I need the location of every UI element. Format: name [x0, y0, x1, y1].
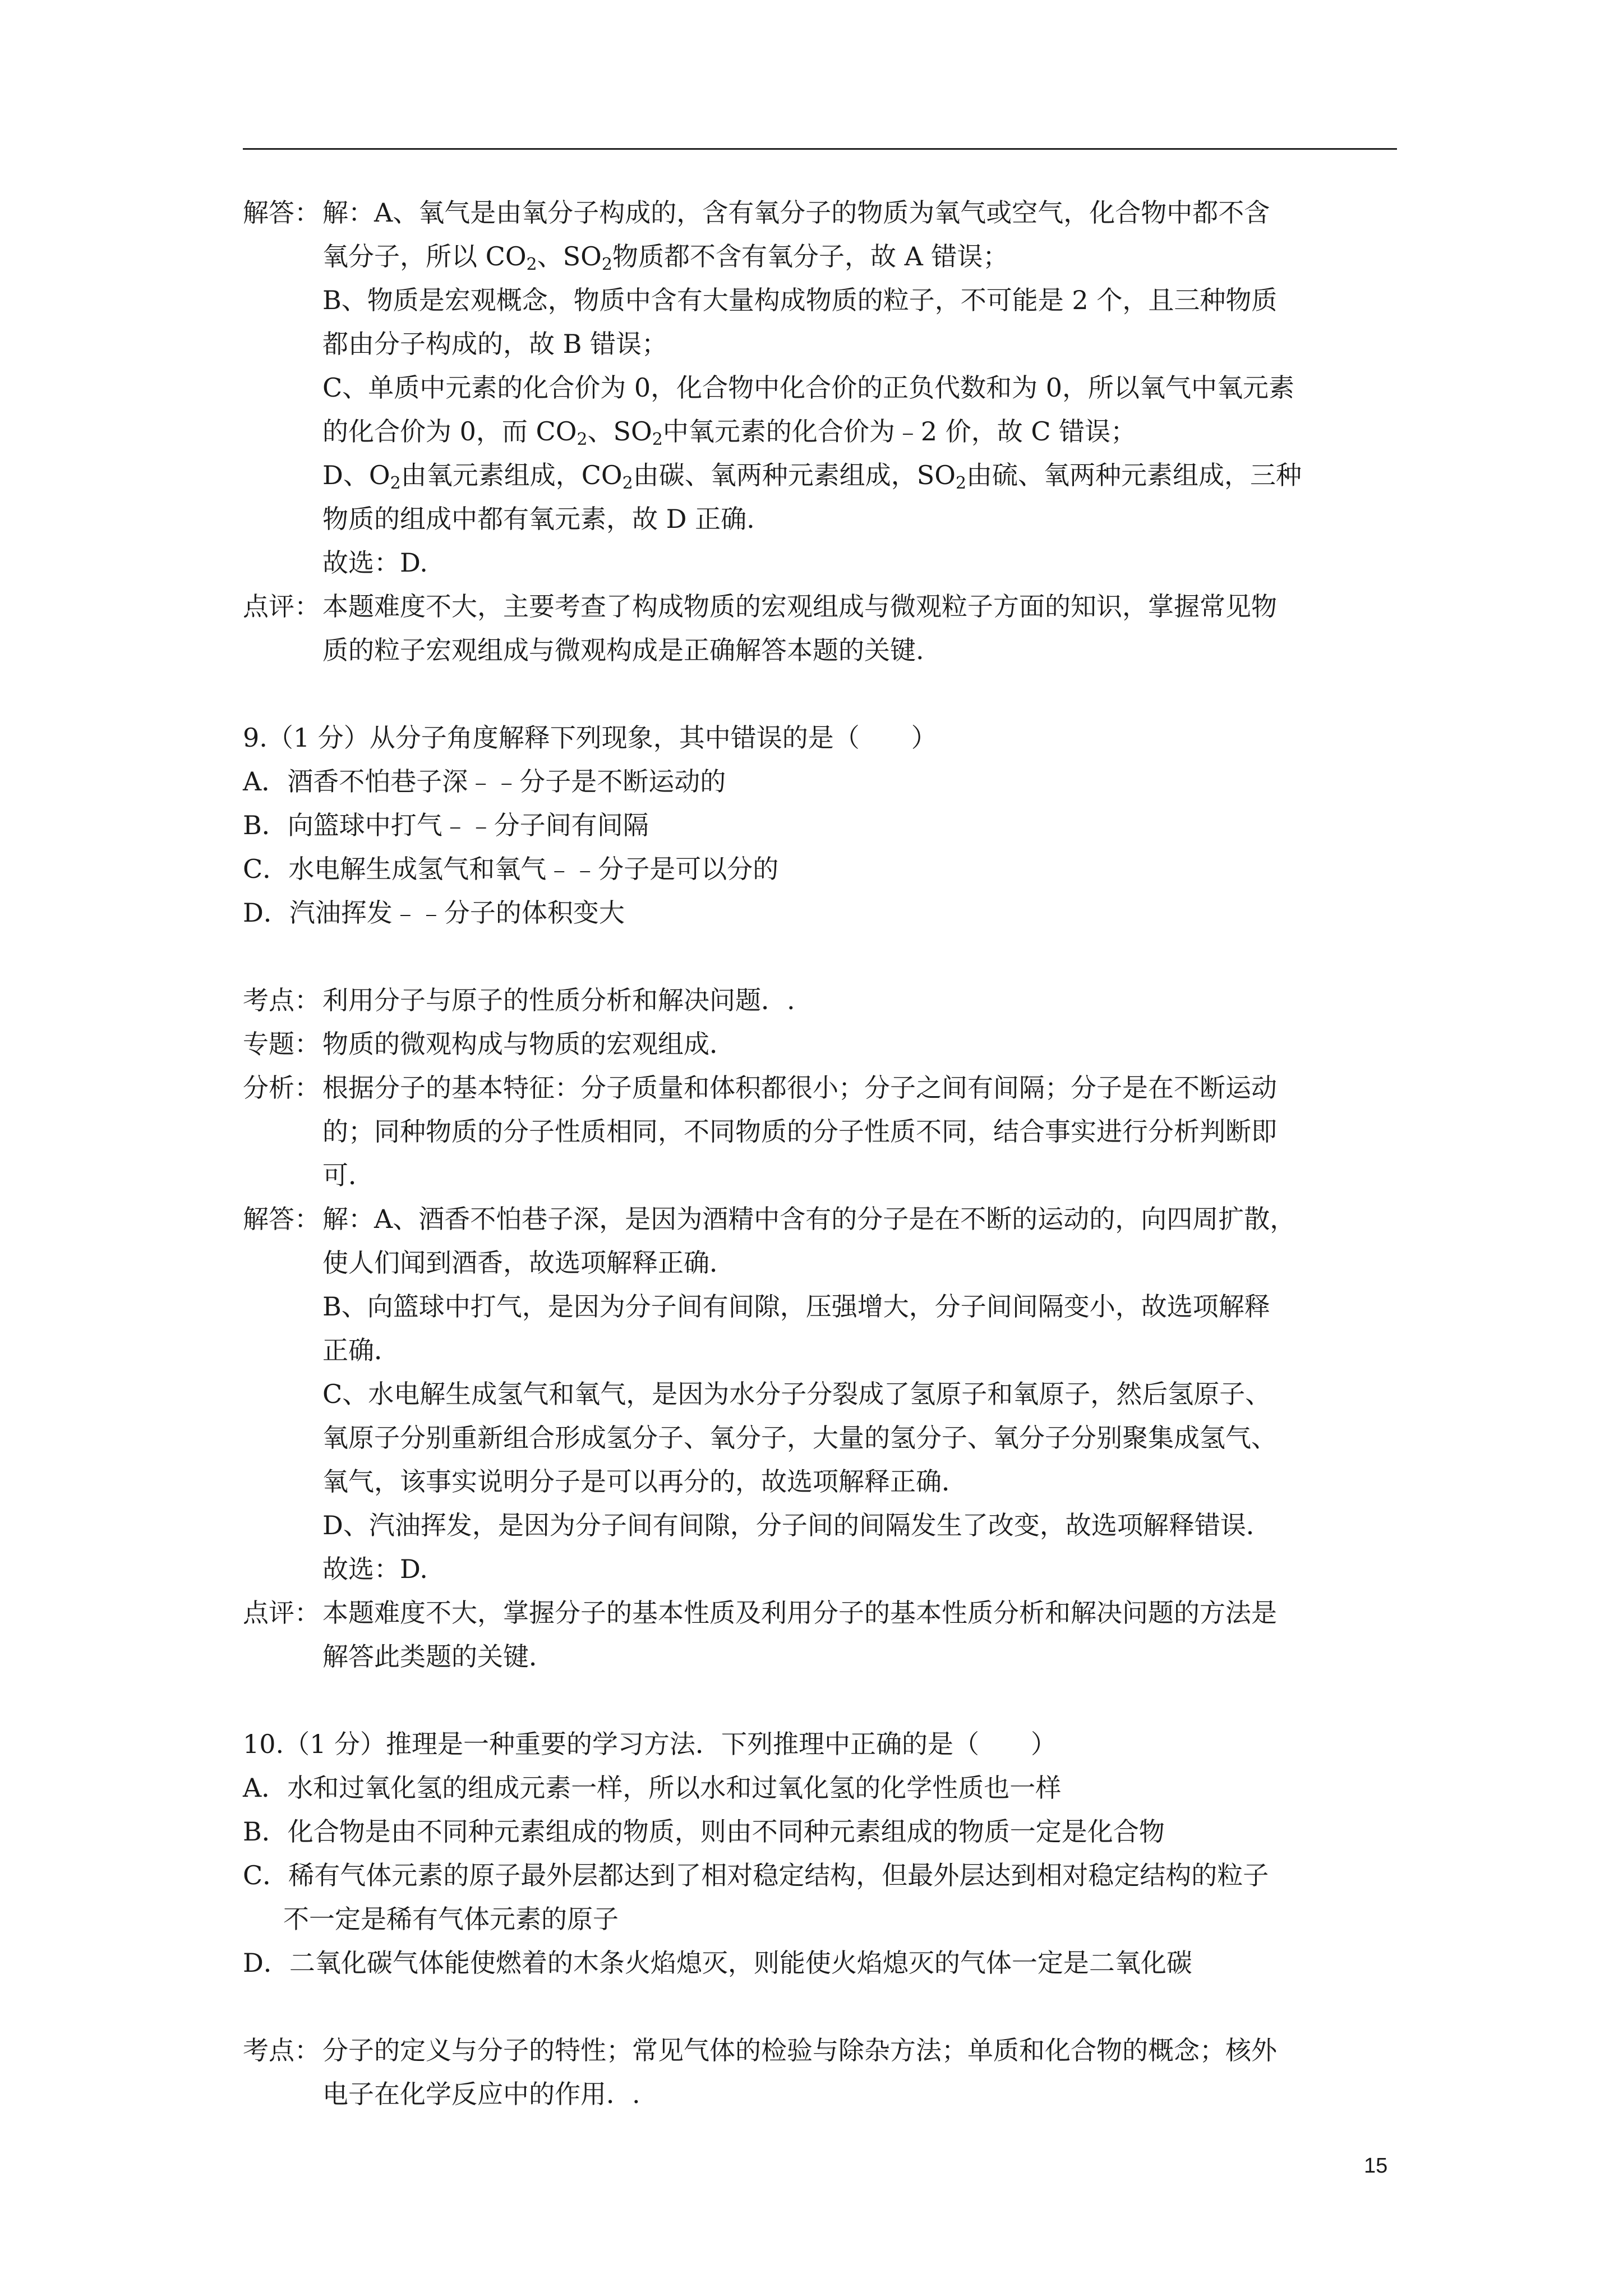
q9-comment-line-2: 解答此类题的关键．: [322, 1641, 555, 1672]
q9-answer-line-4: 正确．: [322, 1335, 400, 1365]
q8-answer-line-1: 解答：解：A、氧气是由氧分子构成的，含有氧分子的物质为氧气或空气，化合物中都不含: [243, 191, 1404, 234]
header-rule: [243, 148, 1397, 150]
q10-option-b: B．化合物是由不同种元素组成的物质，则由不同种元素组成的物质一定是化合物: [243, 1816, 1165, 1847]
q8-answer-line-2: 氧分子，所以 $CO_2$、$SO_2$物质都不含有氧分子，故 A 错误；: [322, 241, 1009, 274]
q8-answer-line-7: D、$O_2$由氧元素组成，$CO_2$由碳、氧两种元素组成，$SO_2$由硫、氧两种元素组成，三种: [322, 460, 1302, 493]
q8-comment-line-1: 点评：本题难度不大，主要考查了构成物质的宏观组成与微观粒子方面的知识，掌握常见物: [243, 585, 1404, 628]
q10-kaodian-line-1: 考点：分子的定义与分子的特性；常见气体的检验与除杂方法；单质和化合物的概念；核外: [243, 2035, 1277, 2065]
q9-answer-line-8: D、汽油挥发，是因为分子间有间隙，分子间的间隔发生了改变，故选项解释错误．: [322, 1510, 1272, 1540]
q10-option-a: A．水和过氧化氢的组成元素一样，所以水和过氧化氢的化学性质也一样: [243, 1773, 1062, 1803]
q8-answer-line-4: 都由分子构成的，故 B 错误；: [322, 329, 668, 359]
q9-kaodian: 考点：利用分子与原子的性质分析和解决问题．.: [243, 985, 795, 1015]
q9-option-c: C．水电解生成氢气和氧气﹣﹣分子是可以分的: [243, 854, 779, 884]
q9-answer-line-9: 故选：D.: [322, 1554, 428, 1584]
q9-answer-line-5: C、水电解生成氢气和氧气，是因为水分子分裂成了氢原子和氧原子，然后氢原子、: [322, 1379, 1271, 1409]
q10-stem: 10.（1 分）推理是一种重要的学习方法．下列推理中正确的是（ ）: [243, 1729, 1057, 1759]
q8-comment-line-2: 质的粒子宏观组成与微观构成是正确解答本题的关键.: [322, 635, 924, 665]
q9-zhuanti: 专题：物质的微观构成与物质的宏观组成．: [243, 1029, 735, 1059]
q9-fenxi-line-1: 分析：根据分子的基本特征：分子质量和体积都很小；分子之间有间隔；分子是在不断运动: [243, 1073, 1277, 1103]
q8-answer-line-6: 的化合价为 0，而 $CO_2$、$SO_2$中氧元素的化合价为﹣2 价，故 C 错误；: [322, 416, 1137, 449]
q8-answer-line-5: C、单质中元素的化合价为 0，化合物中化合价的正负代数和为 0，所以氧气中氧元素: [322, 372, 1294, 403]
q10-option-c: C．稀有气体元素的原子最外层都达到了相对稳定结构，但最外层达到相对稳定结构的粒子: [243, 1860, 1269, 1890]
q9-comment-line-1: 点评：本题难度不大，掌握分子的基本性质及利用分子的基本性质分析和解决问题的方法是: [243, 1598, 1277, 1628]
q9-answer-line-2: 使人们闻到酒香，故选项解释正确．: [322, 1248, 735, 1278]
q10-option-d: D．二氧化碳气体能使燃着的木条火焰熄灭，则能使火焰熄灭的气体一定是二氧化碳: [243, 1948, 1192, 1978]
q9-answer-line-3: B、向篮球中打气，是因为分子间有间隙，压强增大，分子间间隔变小，故选项解释: [322, 1291, 1270, 1322]
q8-answer-line-8: 物质的组成中都有氧元素，故 D 正确.: [322, 504, 755, 534]
q9-stem: 9.（1 分）从分子角度解释下列现象，其中错误的是（ ）: [243, 723, 937, 753]
q9-option-b: B．向篮球中打气﹣﹣分子间有间隔: [243, 810, 649, 840]
q8-answer-line-3: B、物质是宏观概念，物质中含有大量构成物质的粒子，不可能是 2 个，且三种物质: [322, 285, 1278, 315]
q9-option-d: D．汽油挥发﹣﹣分子的体积变大: [243, 898, 625, 928]
comment-label: 点评：: [243, 591, 320, 622]
q9-fenxi-line-3: 可．: [322, 1160, 374, 1190]
page-number: 15: [1364, 2154, 1388, 2178]
q9-fenxi-line-2: 的；同种物质的分子性质相同，不同物质的分子性质不同，结合事实进行分析判断即: [322, 1116, 1277, 1147]
q9-answer-line-6: 氧原子分别重新组合形成氢分子、氧分子，大量的氢分子、氧分子分别聚集成氢气、: [322, 1423, 1277, 1453]
q9-answer-line-1: 解答：解：A、酒香不怕巷子深，是因为酒精中含有的分子是在不断的运动的，向四周扩散，: [243, 1204, 1296, 1234]
answer-label: 解答：: [243, 197, 320, 228]
page-content: [243, 191, 1404, 2116]
q9-answer-line-7: 氧气，该事实说明分子是可以再分的，故选项解释正确．: [322, 1466, 967, 1497]
q9-option-a: A．酒香不怕巷子深﹣﹣分子是不断运动的: [243, 766, 726, 797]
q8-answer-line-9: 故选：D.: [322, 547, 428, 578]
q10-kaodian-line-2: 电子在化学反应中的作用．.: [322, 2079, 640, 2109]
q10-option-c-cont: 不一定是稀有气体元素的原子: [283, 1904, 619, 1934]
